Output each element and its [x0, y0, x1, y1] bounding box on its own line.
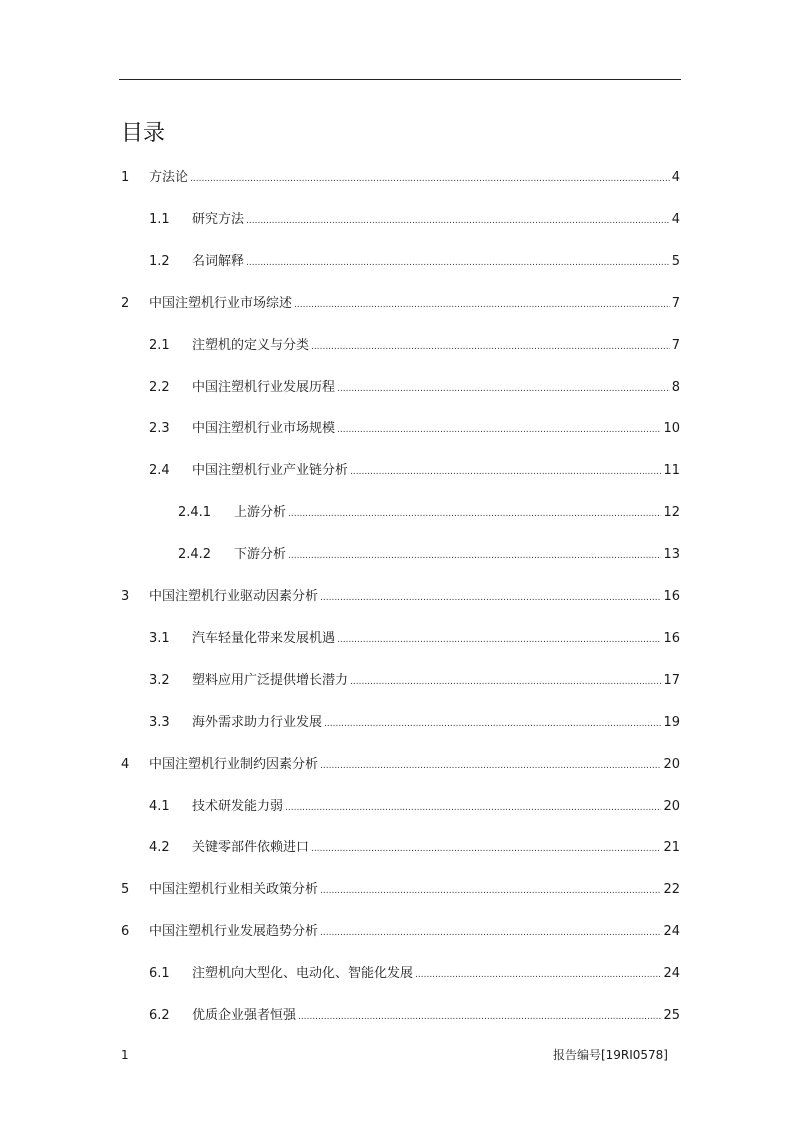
toc-entry-label: 方法论: [149, 170, 189, 185]
toc-entry[interactable]: [149, 629, 680, 649]
toc-entry-number: 3: [121, 589, 130, 604]
toc-entry-label: 上游分析: [234, 505, 287, 521]
toc-entry-page: 20: [663, 798, 680, 814]
toc-entry-number: 4.2: [149, 840, 170, 856]
footer-report-id: 报告编号[19RI0578]: [552, 1048, 668, 1062]
toc-entry[interactable]: [149, 964, 680, 984]
toc-title: 目录: [121, 121, 166, 146]
toc-entry-number: 2.2: [149, 379, 170, 395]
toc-dot-leader: [320, 756, 661, 776]
toc-entry-page: 12: [663, 505, 680, 521]
toc-entry-label: 中国注塑机行业市场综述: [149, 295, 293, 311]
toc-entry-number: 6: [121, 924, 130, 940]
toc-dot-leader: [337, 379, 670, 399]
toc-entry-label: 注塑机的定义与分类: [192, 337, 310, 353]
toc-entry-label: 中国注塑机行业发展历程: [192, 379, 336, 395]
toc-dot-leader: [285, 798, 661, 818]
footer-page-number: 1: [121, 1048, 129, 1062]
toc-dot-leader: [320, 923, 661, 943]
toc-entry-page: 19: [663, 714, 680, 730]
toc-dot-leader: [311, 337, 670, 357]
toc-entry-number: 1: [121, 170, 130, 185]
toc-entry-number: 2.4.2: [178, 547, 212, 563]
toc-entry-label: 中国注塑机行业发展趋势分析: [149, 924, 319, 940]
toc-entry-page: 22: [663, 882, 680, 898]
toc-entry-label: 注塑机向大型化、电动化、智能化发展: [192, 966, 414, 982]
toc-dot-leader: [190, 169, 670, 189]
toc-entry[interactable]: [121, 168, 680, 188]
toc-entry[interactable]: [121, 755, 680, 775]
toc-entry-page: 10: [663, 421, 680, 437]
toc-entry[interactable]: [149, 336, 680, 356]
toc-entry[interactable]: [149, 252, 680, 272]
toc-entry-number: 2: [121, 295, 130, 311]
toc-dot-leader: [246, 211, 670, 231]
toc-dot-leader: [350, 462, 661, 482]
toc-entry-page: 8: [671, 379, 680, 395]
toc-entry-page: 24: [663, 966, 680, 982]
toc-entry-label: 海外需求助力行业发展: [192, 714, 323, 730]
toc-dot-leader: [337, 420, 661, 440]
toc-entry[interactable]: [149, 210, 680, 230]
toc-dot-leader: [288, 504, 661, 524]
toc-entry-number: 1.2: [149, 253, 170, 269]
toc-entry-number: 6.1: [149, 966, 170, 982]
toc-entry-label: 名词解释: [192, 253, 245, 269]
toc-entry-number: 2.1: [149, 337, 170, 353]
toc-dot-leader: [246, 253, 670, 273]
toc-entry-page: 11: [663, 463, 680, 479]
toc-entry[interactable]: [121, 922, 680, 942]
toc-entry-page: 24: [663, 924, 680, 940]
toc-entry-label: 汽车轻量化带来发展机遇: [192, 630, 336, 646]
toc-entry-number: 3.3: [149, 714, 170, 730]
toc-entry-page: 25: [663, 1008, 680, 1023]
toc-entry-label: 中国注塑机行业驱动因素分析: [149, 589, 319, 604]
toc-dot-leader: [311, 839, 661, 859]
toc-entry[interactable]: [121, 294, 680, 314]
toc-entry-number: 4: [121, 756, 130, 772]
toc-dot-leader: [415, 965, 661, 985]
toc-entry-label: 下游分析: [234, 547, 287, 563]
toc-entry-page: 7: [671, 295, 680, 311]
toc-entry-page: 13: [663, 547, 680, 563]
toc-entry-number: 3.1: [149, 630, 170, 646]
toc-entry[interactable]: [149, 378, 680, 398]
toc-entry-number: 6.2: [149, 1008, 170, 1023]
toc-dot-leader: [337, 630, 661, 650]
toc-entry-page: 5: [671, 253, 680, 269]
toc-entry-page: 21: [663, 840, 680, 856]
toc-entry[interactable]: [121, 587, 680, 607]
toc-entry-label: 技术研发能力弱: [192, 798, 284, 814]
toc-entry-number: 5: [121, 882, 130, 898]
toc-entry-label: 中国注塑机行业相关政策分析: [149, 882, 319, 898]
toc-entry-page: 17: [663, 672, 680, 688]
toc-entry[interactable]: [149, 838, 680, 858]
toc-entry-page: 16: [663, 589, 680, 604]
toc-entry-page: 7: [671, 337, 680, 353]
toc-entry-label: 研究方法: [192, 211, 245, 227]
toc-entry-label: 优质企业强者恒强: [192, 1008, 297, 1023]
toc-entry[interactable]: [149, 461, 680, 481]
toc-dot-leader: [320, 588, 661, 608]
toc-entry-label: 中国注塑机行业市场规模: [192, 421, 336, 437]
toc-dot-leader: [324, 714, 661, 734]
toc-entry-page: 4: [671, 170, 680, 185]
toc-entry[interactable]: [178, 545, 680, 565]
toc-entry[interactable]: [149, 713, 680, 733]
toc-dot-leader: [350, 672, 661, 692]
toc-entry[interactable]: [121, 880, 680, 900]
toc-entry-page: 20: [663, 756, 680, 772]
toc-entry-number: 2.4.1: [178, 505, 212, 521]
toc-entry[interactable]: [149, 419, 680, 439]
toc-entry-number: 2.3: [149, 421, 170, 437]
toc-dot-leader: [298, 1007, 661, 1027]
toc-entry[interactable]: [149, 797, 680, 817]
toc-entry[interactable]: [149, 1006, 680, 1026]
toc-entry[interactable]: [178, 503, 680, 523]
toc-entry-page: 4: [671, 211, 680, 227]
toc-dot-leader: [320, 881, 661, 901]
toc-entry-label: 关键零部件依赖进口: [192, 840, 310, 856]
toc-dot-leader: [288, 546, 661, 566]
toc-entry-page: 16: [663, 630, 680, 646]
toc-entry-number: 3.2: [149, 672, 170, 688]
toc-entry-label: 中国注塑机行业制约因素分析: [149, 756, 319, 772]
toc-entry-number: 2.4: [149, 463, 170, 479]
toc-entry-number: 4.1: [149, 798, 170, 814]
toc-entry-label: 中国注塑机行业产业链分析: [192, 463, 349, 479]
toc-entry-number: 1.1: [149, 211, 170, 227]
toc-entry[interactable]: [149, 671, 680, 691]
toc-entry-label: 塑料应用广泛提供增长潜力: [192, 672, 349, 688]
toc-dot-leader: [294, 295, 670, 315]
